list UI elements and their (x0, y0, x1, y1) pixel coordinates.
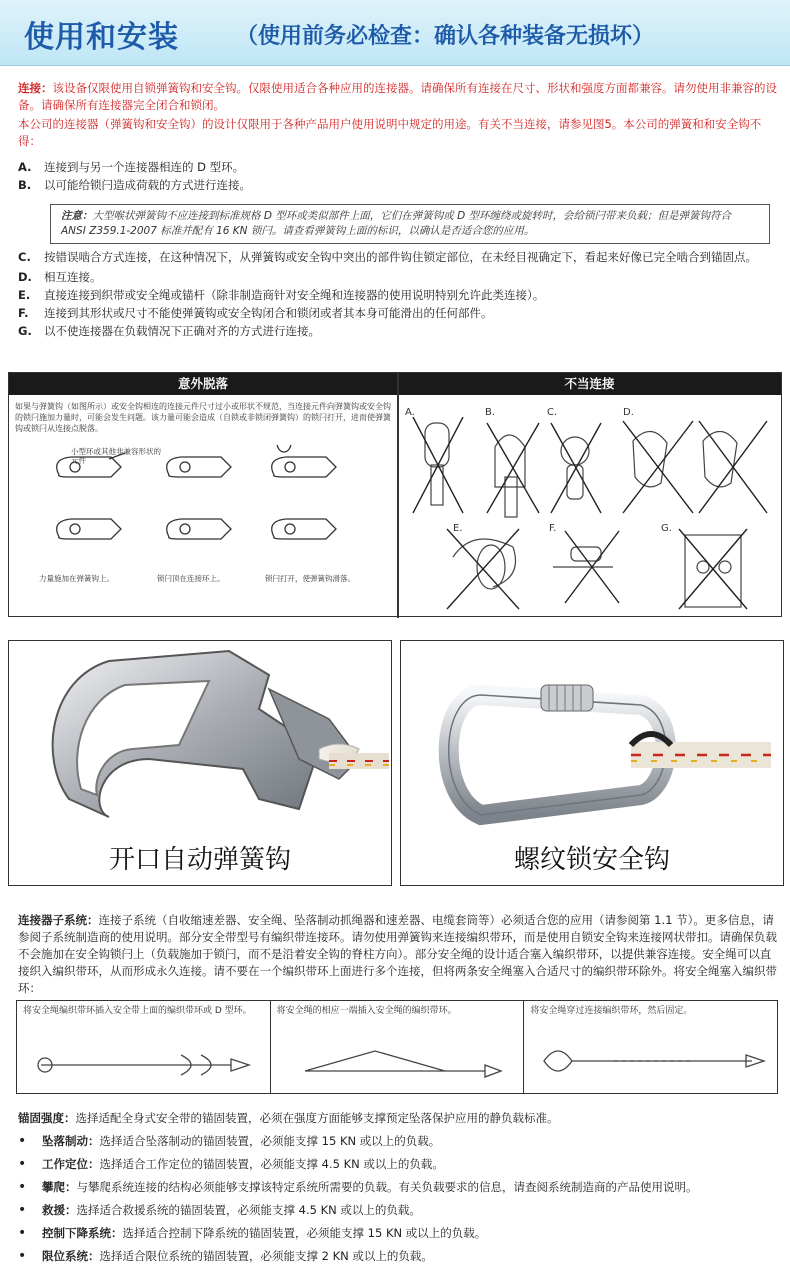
panel-a-sketch (413, 417, 463, 513)
connection-diagram (8, 372, 782, 617)
list-item: C. 按错误啮合方式连接，在这种情况下，从弹簧钩或安全钩中突出的部件钩住锁定部位，在未经目视确定下，看起来好像已完全啮合到锚固点。 (18, 250, 757, 264)
panel-d-sketch (623, 421, 767, 513)
lanyard-steps (16, 1000, 778, 1094)
list-item: D. 相互连接。 (18, 270, 102, 284)
diagram-right-title: 不当连接 (398, 373, 781, 395)
snap-hook-sketch-6 (272, 519, 336, 539)
panel-label-d: D. (623, 407, 634, 418)
caption-force-applied: 力量施加在弹簧钩上。 (39, 574, 114, 583)
carabiner-photo-panel (400, 640, 784, 886)
snap-hook-sketch-4 (57, 519, 121, 539)
snap-hook-sketch-5 (167, 519, 231, 539)
anchorage-bullets (18, 1130, 778, 1268)
panel-f-sketch (553, 531, 619, 603)
lanyard-step-3-sketch (534, 1033, 774, 1091)
list-item: G. 以不使连接器在负载情况下正确对齐的方式进行连接。 (18, 324, 320, 338)
page-header (0, 0, 790, 66)
list-cg (18, 248, 778, 340)
lanyard-step-2-sketch (285, 1031, 515, 1091)
step-3-text: 将安全绳穿过连接编织带环，然后固定。 (530, 1006, 693, 1016)
step-1-text: 将安全绳编织带环插入安全带上面的编织带环或 D 型环。 (23, 1006, 252, 1016)
list-item: • 攀爬： 与攀爬系统连接的结构必须能够支撑该特定系统所需要的负载。有关负载要求的信息，请查阅系统制造商的产品使用说明。 (18, 1179, 698, 1195)
roll-out-illustration (49, 445, 369, 585)
connection-paragraph-2: 本公司的连接器（弹簧钩和安全钩）的设计仅限用于各种产品用户使用说明中规定的用途。有关不当连接，请参见图5。本公司的弹簧和和安全钩不得： (18, 117, 762, 148)
snap-hook-photo (29, 649, 389, 829)
small-ring-label: 小型环或其他非兼容形状的元件 (71, 447, 161, 465)
panel-g-sketch (679, 529, 747, 609)
panel-c-sketch (551, 423, 601, 513)
subsystem-paragraph (18, 912, 778, 997)
caption-gate-opens: 锁闩打开，使弹簧钩滑落。 (265, 574, 355, 583)
step-2-text: 将安全绳的相应一端插入安全绳的编织带环。 (276, 1006, 457, 1016)
panel-label-e: E. (453, 523, 463, 534)
snap-hook-sketch-2 (167, 457, 231, 477)
screw-lock-carabiner-photo (421, 675, 781, 835)
snap-hook-sketch-3 (272, 445, 336, 477)
step-1 (17, 1001, 271, 1093)
panel-label-c: C. (547, 407, 558, 418)
panel-label-b: B. (485, 407, 496, 418)
panel-e-sketch (447, 529, 519, 609)
list-item: • 救援： 选择适合救援系统的锚固装置，必须能支撑 4.5 KN 或以上的负载。 (18, 1202, 421, 1218)
list-item: F. 连接到其形状或尺寸不能使弹簧钩或安全钩闭合和锁闭或者其本身可能滑出的任何部件。 (18, 306, 493, 320)
improper-connection-illustration (403, 417, 779, 613)
snap-hook-photo-panel (8, 640, 392, 886)
connection-paragraph (18, 80, 778, 114)
list-item: B. 以可能给锁闩造成荷载的方式进行连接。 (18, 178, 251, 192)
list-ab (18, 158, 778, 194)
lanyard-step-1-sketch (31, 1039, 261, 1089)
list-item: A. 连接到与另一个连接器相连的 D 型环。 (18, 160, 245, 174)
step-3 (524, 1001, 777, 1093)
connection-text-1: 该设备仅限使用自锁弹簧钩和安全钩。仅限使用适合各种应用的连接器。请确保所有连接在尺寸、形状和强度方面都兼容。请勿使用非兼容的设备。请确保所有连接器完全闭合和锁闭。 (18, 81, 777, 112)
caption-gate-against-ring: 锁闩顶在连接环上。 (157, 574, 225, 583)
connection-label: 连接： (18, 81, 53, 95)
note-box (50, 204, 770, 244)
list-item: • 坠落制动： 选择适合坠落制动的锚固装置，必须能支撑 15 KN 或以上的负载。 (18, 1133, 441, 1149)
diagram-left-title: 意外脱落 (9, 373, 397, 395)
panel-label-a: A. (405, 407, 415, 418)
subsystem-label: 连接器子系统： (18, 913, 99, 927)
snap-hook-caption: 开口自动弹簧钩 (108, 845, 291, 875)
diagram-left-text: 如果与弹簧钩（如图所示）或安全钩相连的连接元件尺寸过小或形状不规范，当连接元件向弹簧钩或安全钩的锁闩施加力量时，可能会发生问题。该力量可能会造成（自锁或非锁闭弹簧钩）的锁闩打开，进而使弹簧钩或锁闩从连接点脱落。 (15, 402, 391, 433)
diagram-divider (397, 373, 399, 618)
page-subtitle: （使用前务必检查：确认各种装备无损坏） (236, 24, 655, 49)
list-item: • 控制下降系统： 选择适合控制下降系统的锚固装置，必须能支撑 15 KN 或以上的负载。 (18, 1225, 487, 1241)
panel-b-sketch (487, 423, 539, 517)
panel-label-g: G. (661, 523, 672, 534)
anchorage-text: 选择适配全身式安全带的锚固装置，必须在强度方面能够支撑预定坠落保护应用的静负载标准。 (75, 1111, 559, 1125)
step-2 (271, 1001, 525, 1093)
subsystem-text: 连接子系统（自收缩速差器、安全绳、坠落制动抓绳器和速差器、电缆套筒等）必须适合您的应用（请参阅第 1.1 节）。更多信息，请参阅子系统制造商的使用说明。部分安全带型号有编织带连接环。请勿使用弹簧钩来连接编织带环，而是使用自锁安全钩来连接网状带扣。请确保负载不会施加在安全钩锁闩上（负载施加于锁闩，而不是沿着安全钩的脊柱方向）。部分安全绳的设计适合塞入编织带环，以提供兼容连接。安全绳可以直接织入编织带环，从而形成永久连接。请不要在一个编织带环上面进行多个连接，但将两条安全绳塞入合适尺寸的编织带环除外。将安全绳塞入编织带环： (18, 913, 777, 995)
note-label: 注意： (61, 210, 93, 222)
anchorage-paragraph (18, 1110, 559, 1126)
carabiner-caption: 螺纹锁安全钩 (513, 845, 670, 875)
list-item: E. 直接连接到织带或安全绳或锚杆（除非制造商针对安全绳和连接器的使用说明特别允许此类连接）。 (18, 288, 545, 302)
list-item: • 限位系统： 选择适合限位系统的锚固装置，必须能支撑 2 KN 或以上的负载。 (18, 1248, 433, 1264)
anchorage-label: 锚固强度： (18, 1111, 76, 1125)
page-title: 使用和安装 (24, 20, 179, 55)
panel-label-f: F. (549, 523, 557, 534)
note-text: 大型喉状弹簧钩不应连接到标准规格 D 型环或类似部件上面，它们在弹簧钩或 D 型环缠绕或旋转时，会给锁闩带来负载；但是弹簧钩符合 ANSI Z359.1-2007 标准并配有 16 KN 锁闩。请查看弹簧钩上面的标识，以确认是否适合您的应用。 (61, 210, 732, 237)
list-item: • 工作定位： 选择适合工作定位的锚固装置，必须能支撑 4.5 KN 或以上的负载。 (18, 1156, 444, 1172)
